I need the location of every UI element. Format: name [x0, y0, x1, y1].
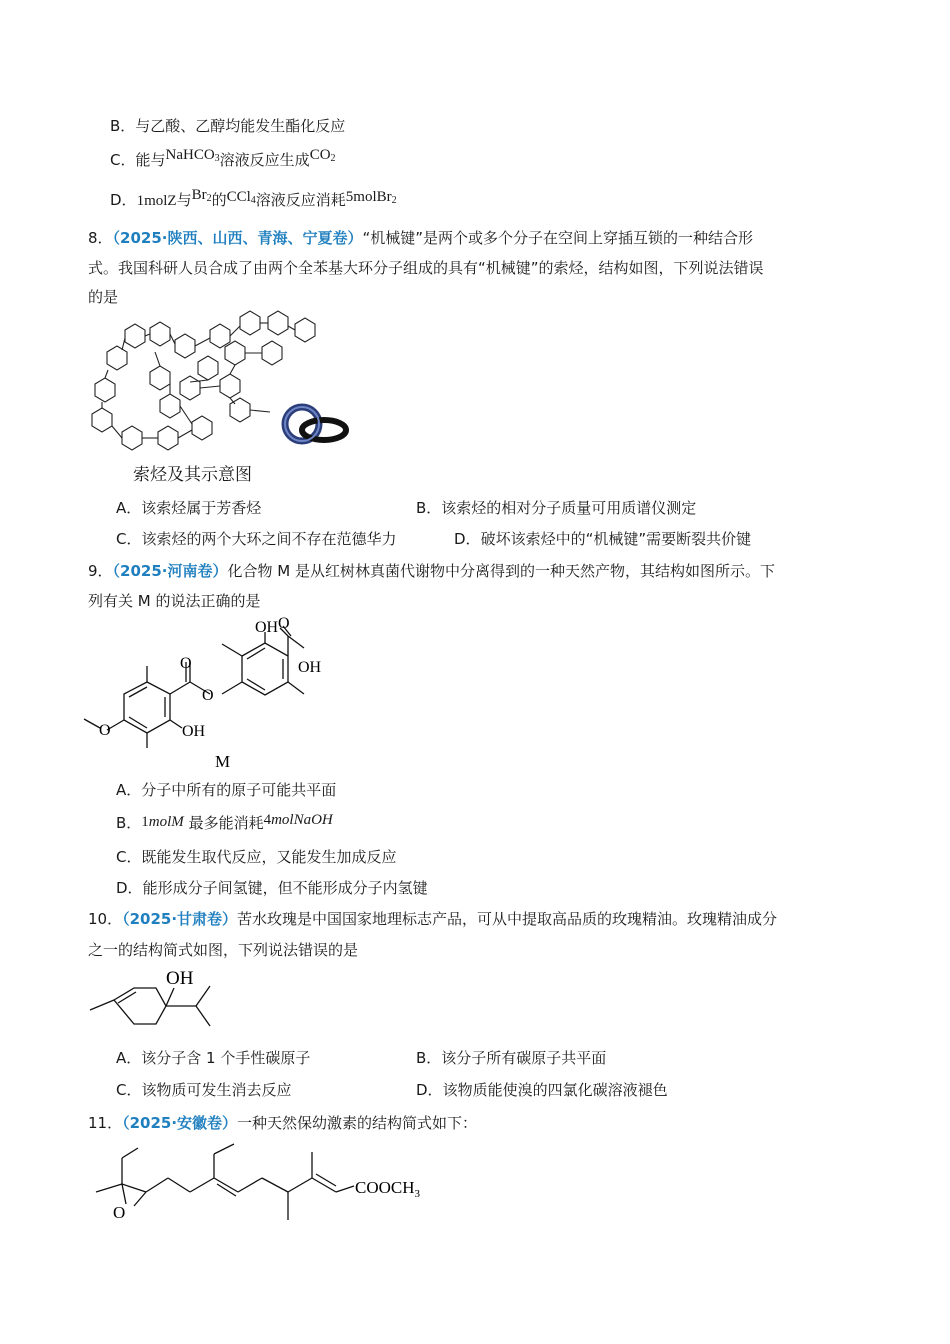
q9-option-b: B．1molM 最多能消耗4molNaOH [116, 812, 333, 832]
q8-option-b: B．该索烃的相对分子质量可用质谱仪测定 [416, 499, 697, 517]
option-text: 的 [211, 191, 227, 209]
q10-stem-line-1 [88, 909, 777, 929]
q8-stem-line-1 [88, 228, 753, 248]
label-oh: OH [166, 968, 194, 989]
option-text: 能与 [135, 151, 166, 169]
q10-option-c: C．该物质可发生消去反应 [116, 1081, 292, 1099]
option-letter: B． [110, 117, 136, 135]
label-o-carbonyl-acid: O [278, 615, 290, 632]
formula-br2: $Br_2$ [191, 187, 212, 204]
q9-option-c: C．既能发生取代反应，又能发生加成反应 [116, 848, 397, 866]
label-oh-bottom: OH [182, 723, 206, 740]
question-text: “机械键”是两个或多个分子在空间上穿插互锁的一种结合形 [362, 229, 754, 247]
question-source: （2025·河南卷） [112, 562, 228, 580]
formula-ccl4: CCl$_4$ [226, 189, 256, 206]
formula-1molz: 1molZ [136, 193, 177, 209]
option-letter: D． [110, 191, 137, 209]
label-epoxide-o: O [113, 1203, 126, 1222]
q10-option-b: B．该分子所有碳原子共平面 [416, 1049, 607, 1067]
label-o-ester-carbonyl: O [180, 655, 192, 672]
q9-option-a: A．分子中所有的原子可能共平面 [116, 781, 337, 799]
label-oh-top: OH [255, 619, 279, 636]
question-number: 8． [88, 229, 113, 247]
q9-stem-line-1 [88, 561, 775, 581]
compound-m-structure [82, 616, 342, 776]
option-text: 与 [176, 191, 192, 209]
terpineol-structure [86, 962, 236, 1044]
formula-5molbr2: 5molBr$_2$ [345, 189, 397, 206]
q8-option-a: A．该索烃属于芳香烃 [116, 499, 262, 517]
q10-stem-line-2: 之一的结构简式如图，下列说法错误的是 [88, 941, 359, 959]
q7-option-d [110, 187, 397, 215]
question-source: （2025·安徽卷） [122, 1114, 238, 1132]
question-text: 化合物 M 是从红树林真菌代谢物中分离得到的一种天然产物，其结构如图所示。下 [227, 562, 775, 580]
q8-stem-line-2: 式。我国科研人员合成了由两个全苯基大环分子组成的具有“机械键”的索烃，结构如图，下列说法错误 [88, 259, 764, 277]
question-number: 9． [88, 562, 113, 580]
question-number: 11． [88, 1114, 123, 1132]
label-o-methoxy: O [99, 722, 111, 739]
q7-option-c [110, 147, 336, 175]
catenane-structure-figure [80, 312, 380, 462]
label-cooch3: $COOCH_3$ [355, 1178, 421, 1200]
q10-option-a: A．该分子含 1 个手性碳原子 [116, 1049, 311, 1067]
question-text: 一种天然保幼激素的结构简式如下： [237, 1114, 478, 1132]
q9-option-d: D．能形成分子间氢键，但不能形成分子内氢键 [116, 879, 428, 897]
label-o-ester: O [202, 687, 214, 704]
formula-nahco3: NaHCO$_3$ [165, 147, 220, 164]
question-number: 10． [88, 910, 123, 928]
q8-option-d: D．破坏该索烃中的“机械键”需要断裂共价键 [454, 530, 752, 548]
formula-co2: $CO_2$ [309, 147, 336, 164]
q8-figure-caption: 索烃及其示意图 [133, 465, 252, 485]
interlocked-rings-icon [285, 407, 346, 441]
q8-option-c: C．该索烃的两个大环之间不存在范德华力 [116, 530, 397, 548]
question-text: 苦水玫瑰是中国国家地理标志产品，可从中提取高品质的玫瑰精油。玫瑰精油成分 [237, 910, 778, 928]
option-text: 与乙酸、乙醇均能发生酯化反应 [135, 117, 346, 135]
label-compound-m: M [215, 752, 231, 771]
q10-option-d: D．该物质能使溴的四氯化碳溶液褪色 [416, 1081, 668, 1099]
option-text: 溶液反应消耗 [255, 191, 346, 209]
q9-stem-line-2: 列有关 M 的说法正确的是 [88, 592, 261, 610]
option-letter: C． [110, 151, 136, 169]
q11-stem-line [88, 1113, 477, 1133]
label-oh-acid: OH [298, 659, 322, 676]
option-text: 溶液反应生成 [219, 151, 310, 169]
q8-stem-line-3: 的是 [88, 288, 119, 306]
q7-option-b [110, 116, 345, 136]
juvenile-hormone-structure [94, 1140, 454, 1230]
question-source: （2025·甘肃卷） [122, 910, 238, 928]
question-source: （2025·陕西、山西、青海、宁夏卷） [112, 229, 363, 247]
